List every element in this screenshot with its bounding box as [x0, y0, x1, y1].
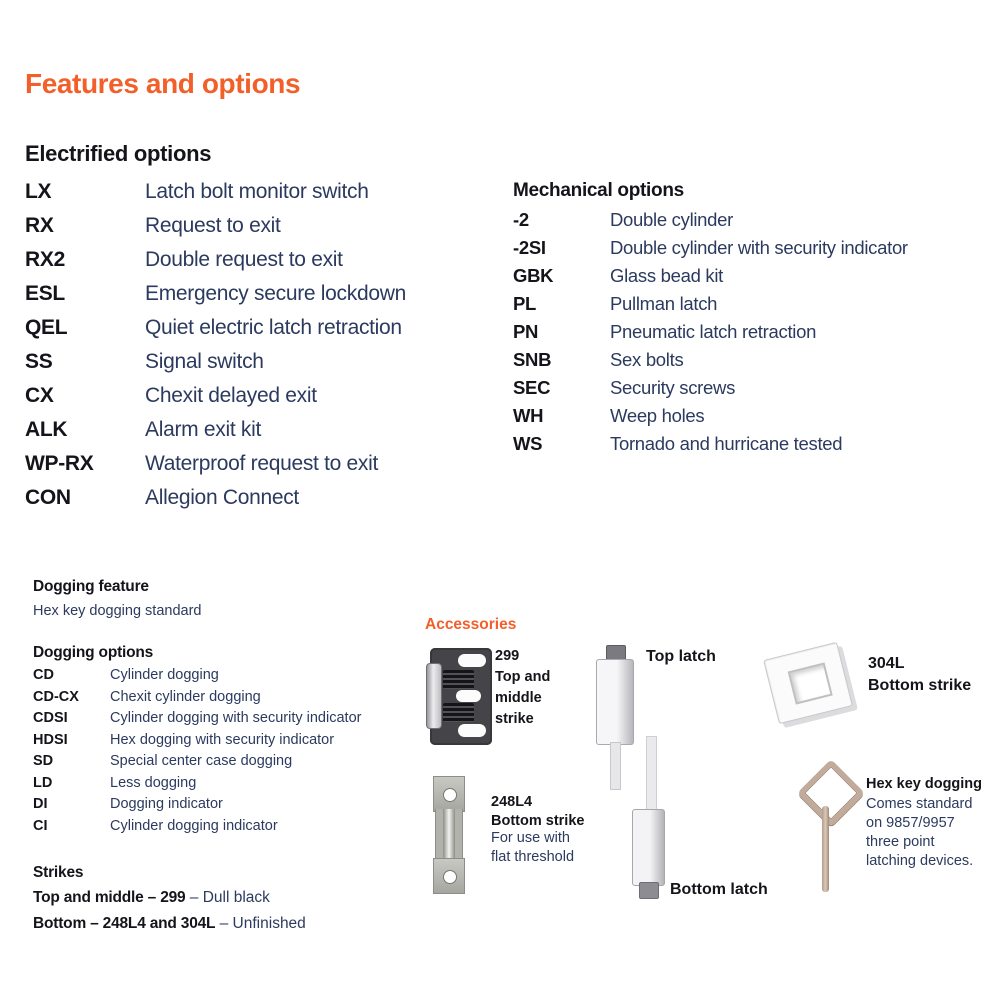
top-latch-illustration [596, 659, 634, 745]
option-row [33, 796, 361, 818]
bottom-latch-illustration-tab [639, 882, 659, 899]
option-code: QEL [25, 316, 68, 339]
option-code: CDSI [33, 710, 68, 726]
option-row [33, 689, 361, 711]
option-code: WS [513, 433, 543, 454]
strikes-line-top-rest: – Dull black [185, 889, 270, 906]
strike-248l4-illustration [433, 776, 463, 894]
option-desc: Waterproof request to exit [145, 452, 379, 475]
option-row [33, 710, 361, 732]
option-row [513, 293, 908, 321]
option-code: CX [25, 384, 54, 407]
electrified-list [25, 180, 406, 520]
option-code: CI [33, 817, 48, 834]
option-desc: Pneumatic latch retraction [610, 321, 817, 342]
option-desc: Request to exit [145, 214, 281, 237]
option-code: LX [25, 180, 52, 203]
option-row [513, 237, 908, 265]
option-row [33, 667, 361, 689]
option-desc: Allegion Connect [145, 486, 299, 509]
option-desc: Emergency secure lockdown [145, 282, 406, 305]
option-row [25, 350, 406, 384]
option-row [25, 418, 406, 452]
option-code: CD-CX [33, 688, 79, 705]
option-row [513, 321, 908, 349]
strikes-line-top-bold: Top and middle – 299 [33, 889, 186, 906]
option-code: SEC [513, 377, 551, 398]
option-desc: Cylinder dogging with security indicator [110, 710, 362, 726]
option-desc: Pullman latch [610, 293, 718, 314]
option-row [513, 405, 908, 433]
option-code: ALK [25, 418, 68, 441]
top-latch-label: Top latch [646, 648, 716, 665]
accessories-heading: Accessories [425, 616, 517, 633]
option-code: GBK [513, 265, 554, 286]
option-code: CON [25, 486, 71, 509]
option-desc: Less dogging [110, 774, 197, 791]
option-desc: Security screws [610, 377, 736, 398]
option-row [513, 377, 908, 405]
strike-299-slot-bottom [458, 724, 486, 737]
option-code: ESL [25, 282, 65, 305]
option-code: SD [33, 753, 54, 769]
strike-299-rib-upper [443, 670, 474, 689]
option-row [513, 209, 908, 237]
option-code: DI [33, 796, 48, 812]
strikes-line-bottom [33, 915, 306, 941]
strike-299-slot-top [458, 654, 486, 667]
strike-299-rib-lower [443, 703, 474, 722]
option-code: LD [33, 774, 53, 791]
option-row [25, 486, 406, 520]
option-code: SNB [513, 349, 552, 370]
option-row [33, 818, 361, 840]
strike-248l4-middle [435, 809, 463, 861]
option-desc: Dogging indicator [110, 796, 223, 812]
option-desc: Double cylinder with security indicator [610, 237, 908, 258]
page-title: Features and options [25, 68, 301, 99]
option-desc: Glass bead kit [610, 265, 724, 286]
option-desc: Sex bolts [610, 349, 684, 370]
option-desc: Weep holes [610, 405, 705, 426]
strike-248l4-bottom-tab [433, 858, 465, 894]
option-row [25, 316, 406, 350]
strike-299-roller-bar [426, 663, 442, 729]
hex-key-illustration-head [797, 759, 865, 827]
strike-248l4-desc: For use with flat threshold [491, 830, 575, 865]
option-code: PL [513, 293, 537, 314]
bottom-latch-illustration-rod [646, 736, 657, 814]
option-desc: Alarm exit kit [145, 418, 261, 441]
hex-key-desc: Comes standard on 9857/9957 three point latching devices. [866, 796, 974, 869]
option-desc: Signal switch [145, 350, 264, 373]
strike-248l4-channel [443, 809, 455, 861]
hex-key-illustration-stem [822, 806, 829, 892]
option-code: RX2 [25, 248, 65, 271]
mechanical-list [513, 209, 908, 461]
option-row [25, 214, 406, 248]
dogging-options-heading: Dogging options [33, 644, 154, 661]
option-code: PN [513, 321, 539, 342]
option-desc: Special center case dogging [110, 753, 293, 769]
strike-304l-label [868, 653, 971, 697]
option-row [513, 433, 908, 461]
option-row [33, 775, 361, 797]
strike-304l-title: 304L [868, 655, 905, 672]
strike-248l4-subtitle: Bottom strike [491, 812, 585, 829]
bottom-latch-label: Bottom latch [670, 881, 768, 898]
option-code: -2SI [513, 237, 546, 258]
option-desc: Chexit cylinder dogging [110, 688, 261, 705]
strike-248l4-bottom-hole [443, 870, 457, 884]
option-code: RX [25, 214, 54, 237]
option-desc: Hex dogging with security indicator [110, 731, 335, 748]
option-desc: Cylinder dogging [110, 667, 219, 683]
strike-248l4-top-tab [433, 776, 465, 812]
option-desc: Double cylinder [610, 209, 734, 230]
strike-304l-illustration [763, 642, 853, 724]
option-code: HDSI [33, 731, 68, 748]
dogging-feature-text: Hex key dogging standard [33, 603, 202, 619]
strikes-line-bottom-bold: Bottom – 248L4 and 304L [33, 915, 216, 932]
option-row [25, 180, 406, 214]
option-code: WP-RX [25, 452, 94, 475]
electrified-heading: Electrified options [25, 141, 212, 166]
option-desc: Latch bolt monitor switch [145, 180, 369, 203]
strikes-heading: Strikes [33, 864, 84, 881]
option-row [25, 384, 406, 418]
top-latch-illustration-rod [610, 742, 621, 790]
strike-248l4-label [491, 793, 584, 830]
strikes-line-top [33, 889, 270, 915]
strike-299-slot-middle [456, 690, 481, 702]
option-row [25, 452, 406, 486]
strike-299-label: 299 Top and middle strike [495, 648, 551, 727]
option-desc: Tornado and hurricane tested [610, 433, 843, 454]
option-desc: Quiet electric latch retraction [145, 316, 402, 339]
strike-248l4-top-hole [443, 788, 457, 802]
option-desc: Double request to exit [145, 248, 343, 271]
dogging-options-list [33, 667, 361, 839]
bottom-latch-illustration [632, 809, 665, 886]
option-row [513, 265, 908, 293]
strike-304l-subtitle: Bottom strike [868, 677, 972, 694]
option-code: -2 [513, 209, 529, 230]
strike-248l4-title: 248L4 [491, 794, 533, 810]
option-code: CD [33, 667, 54, 683]
option-code: WH [513, 405, 544, 426]
hex-key-title: Hex key dogging [866, 776, 983, 792]
option-row [513, 349, 908, 377]
dogging-feature-heading: Dogging feature [33, 578, 149, 595]
option-row [25, 248, 406, 282]
option-row [33, 753, 361, 775]
strikes-line-bottom-rest: – Unfinished [215, 915, 306, 932]
option-row [25, 282, 406, 316]
option-desc: Cylinder dogging indicator [110, 817, 278, 834]
option-code: SS [25, 350, 53, 373]
option-desc: Chexit delayed exit [145, 384, 317, 407]
option-row [33, 732, 361, 754]
mechanical-heading: Mechanical options [513, 180, 684, 201]
